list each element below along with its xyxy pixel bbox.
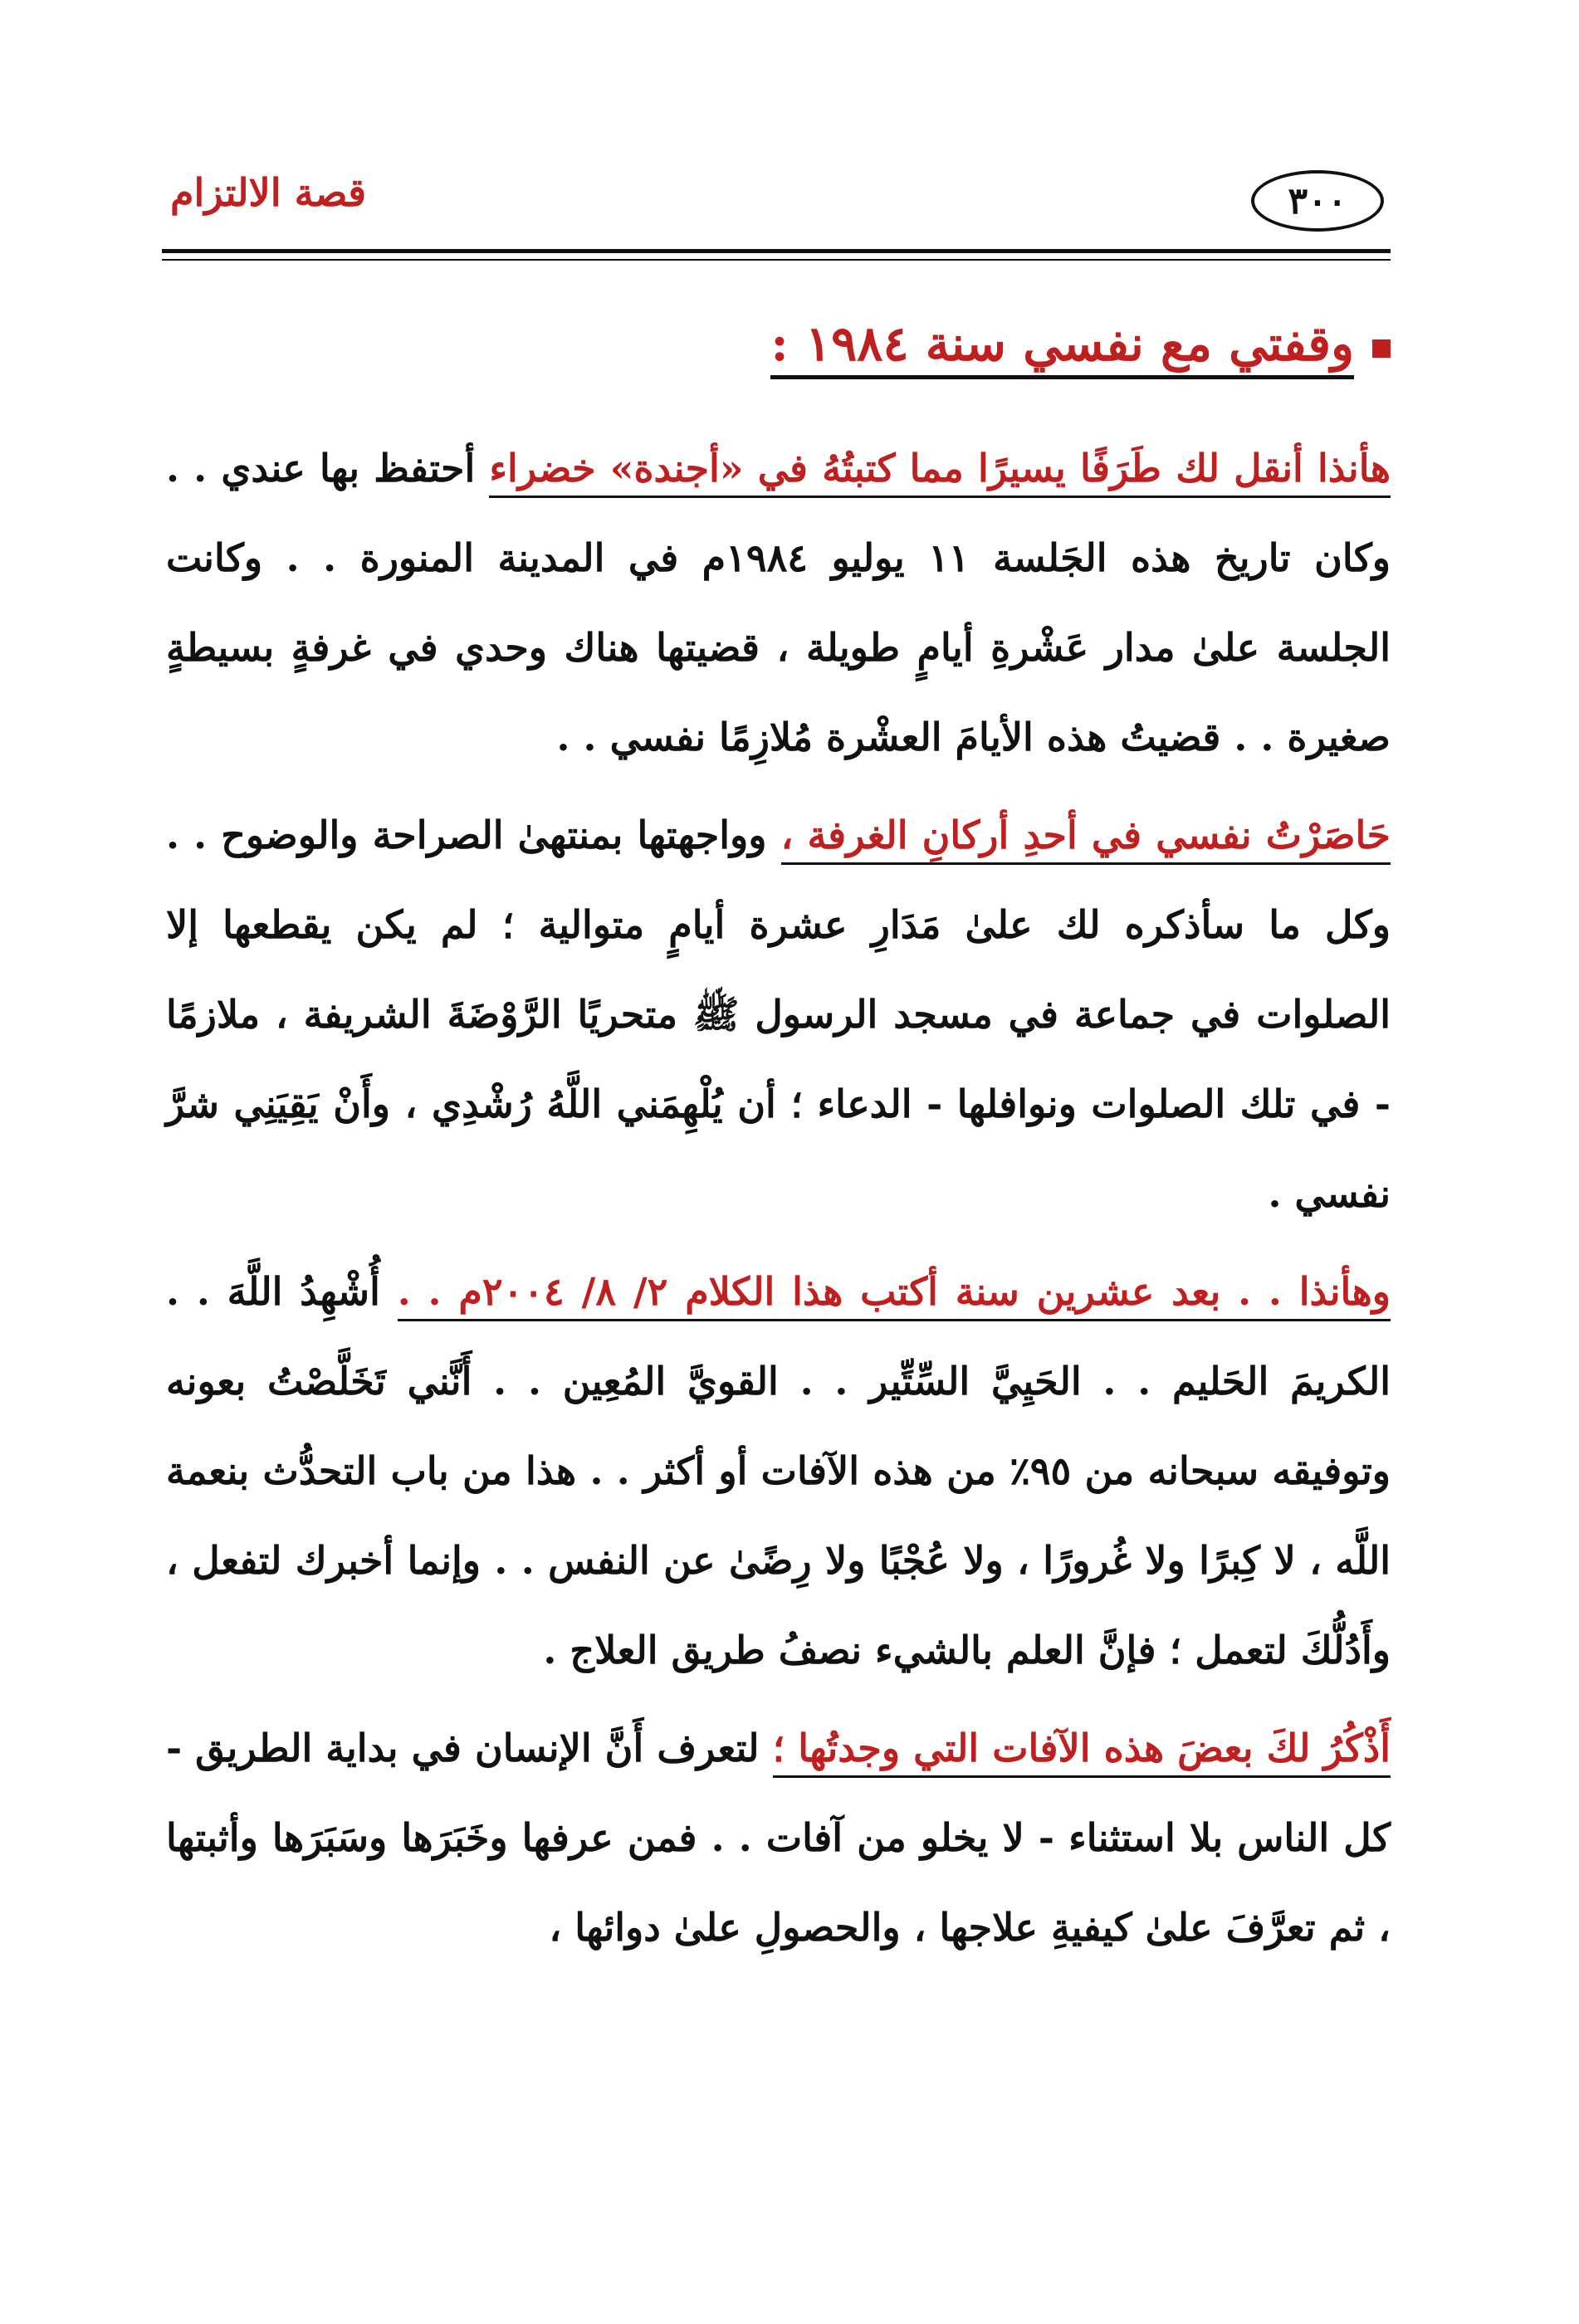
paragraph-2-highlight: حَاصَرْتُ نفسي في أحدِ أركانِ الغرفة ،: [781, 813, 1391, 865]
section-heading-text: وقفتي مع نفسي سنة ١٩٨٤ :: [770, 318, 1354, 380]
page-body: [166, 307, 1391, 1980]
paragraph-1-highlight: هأنذا أنقل لك طَرَفًا يسيرًا مما كتبتُهُ في «أجندة» خضراء: [489, 446, 1391, 498]
paragraph-1-text: أحتفظ بها عندي . . وكان تاريخ هذه الجَلسة ١١ يوليو ١٩٨٤م في المدينة المنورة . . وكانت الجلسة علىٰ مدار عَشْرةِ أيامٍ طويلة ، قضيتها هناك وحدي في غرفةٍ بسيطةٍ صغيرة . . قضيتُ هذه الأيامَ العشْرة مُلازِمًا نفسي . .: [166, 446, 1391, 759]
paragraph-2: [166, 790, 1391, 1238]
paragraph-3-highlight: وهأنذا . . بعد عشرين سنة أكتب هذا الكلام ٢/ ٨/ ٢٠٠٤م . .: [398, 1269, 1391, 1321]
page-header: [162, 162, 1391, 253]
paragraph-1: [166, 423, 1391, 782]
running-title: قصة الالتزام: [170, 170, 367, 215]
paragraph-3: [166, 1247, 1391, 1695]
paragraph-3-text: أُشْهِدُ اللَّهَ . . الكريمَ الحَليم . . الحَيِيَّ السِّتِّير . . القويَّ المُعِين . . أَنَّني تَخَلَّصْتُ بعونه وتوفيقه سبحانه من ٩٥٪ من هذه الآفات أو أكثر . . هذا من باب التحدُّث بنعمة اللَّه ، لا كِبرًا ولا غُرورًا ، ولا عُجْبًا ولا رِضًىٰ عن النفس . . وإنما أخبرك لتفعل ، وأَدُلُّكَ لتعمل ؛ فإنَّ العلم بالشيء نصفُ طريق العلاج .: [166, 1269, 1391, 1672]
paragraph-4-highlight: أَذْكُرُ لكَ بعضَ هذه الآفات التي وجدتُها ؛: [773, 1726, 1391, 1778]
section-heading: [166, 307, 1391, 390]
square-bullet-icon: [1372, 339, 1391, 358]
header-rule: [162, 249, 1391, 261]
paragraph-4: [166, 1703, 1391, 1972]
page-number: ٣٠٠: [1251, 170, 1384, 232]
paragraph-2-text: وواجهتها بمنتهىٰ الصراحة والوضوح . . وكل ما سأذكره لك علىٰ مَدَارِ عشرة أيامٍ متوالية ؛ لم يكن يقطعها إلا الصلوات في جماعة في مسجد الرسول ﷺ متحريًا الرَّوْضَةَ الشريفة ، ملازمًا - في تلك الصلوات ونوافلها - الدعاء ؛ أن يُلْهِمَني اللَّهُ رُشْدِي ، وأَنْ يَقِيَنِي شرَّ نفسي .: [166, 813, 1391, 1216]
paragraph-4-text: لتعرف أَنَّ الإنسان في بداية الطريق - كل الناس بلا استثناء - لا يخلو من آفات . . فمن عرفها وخَبَرَها وسَبَرَها وأثبتها ، ثم تعرَّفَ علىٰ كيفيةِ علاجها ، والحصولِ علىٰ دوائها ،: [166, 1726, 1391, 1950]
